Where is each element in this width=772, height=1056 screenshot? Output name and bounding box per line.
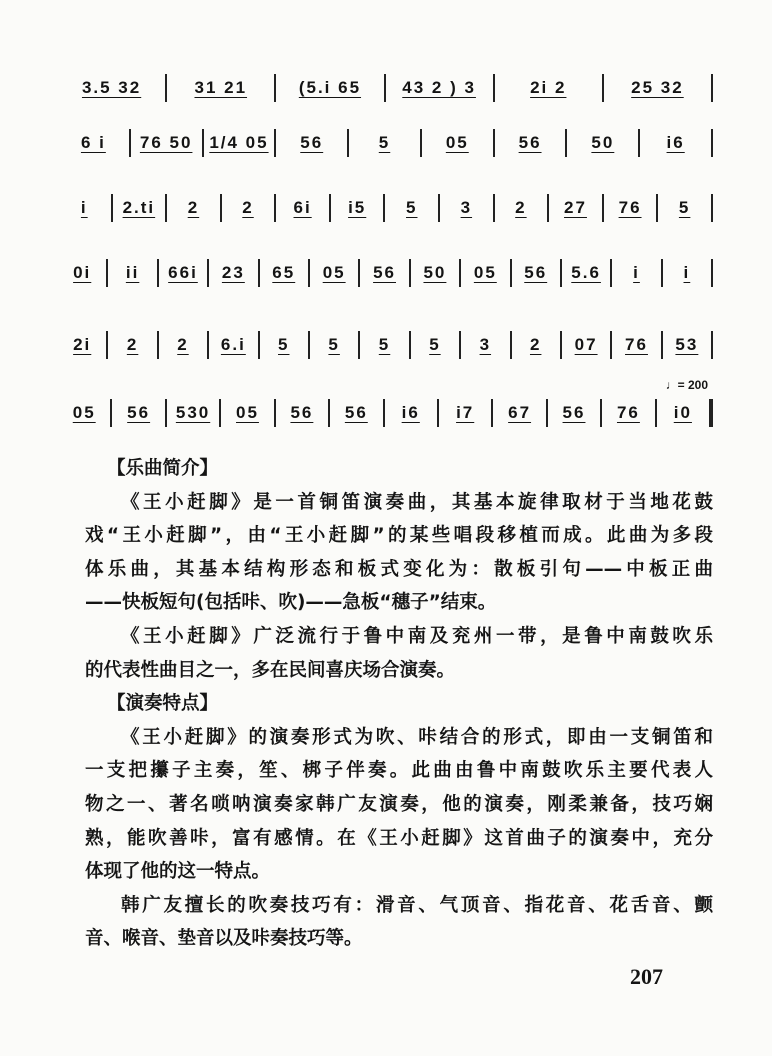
measure-notes: 05 bbox=[72, 403, 96, 422]
measure-notes: 2.ti bbox=[122, 198, 156, 217]
measure bbox=[602, 403, 654, 423]
measure bbox=[411, 335, 459, 355]
measure bbox=[663, 335, 711, 355]
measure bbox=[167, 403, 219, 423]
measure-notes: 07 bbox=[574, 335, 598, 354]
measure-notes: 43 2 ) 3 bbox=[402, 78, 476, 97]
measure bbox=[58, 78, 165, 98]
measure bbox=[159, 335, 207, 355]
measure bbox=[663, 263, 711, 283]
measure-notes: 2 bbox=[515, 198, 527, 217]
measure-notes: 05 bbox=[445, 133, 469, 152]
text-line: ——快板短句(包括咔、吹)——急板“穗子”结束。 bbox=[85, 592, 497, 614]
measure-notes: 31 21 bbox=[194, 78, 248, 97]
measure-notes: 56 bbox=[127, 403, 151, 422]
section-heading-features: 【演奏特点】 bbox=[107, 693, 219, 715]
score-row bbox=[58, 325, 713, 365]
measure bbox=[604, 78, 711, 98]
section-heading-intro: 【乐曲简介】 bbox=[107, 458, 219, 479]
text-line: 体现了他的这一特点。 bbox=[85, 861, 271, 883]
measure bbox=[495, 198, 548, 218]
measure bbox=[512, 335, 560, 355]
measure bbox=[276, 403, 328, 423]
measure bbox=[159, 263, 207, 283]
bar-line bbox=[711, 129, 713, 157]
measure bbox=[209, 263, 257, 283]
measure-notes: 6.i bbox=[220, 335, 246, 354]
page-number: 207 bbox=[630, 964, 663, 989]
text-line: 《王小赶脚》的演奏形式为吹、咔结合的形式，即由一支铜笛和 bbox=[121, 726, 713, 748]
score-row bbox=[58, 253, 713, 293]
text-line: 戏“王小赶脚”，由“王小赶脚”的某些唱段移植而成。此曲为多段 bbox=[85, 525, 713, 547]
measure-notes: 76 50 bbox=[139, 133, 193, 152]
score-row bbox=[58, 68, 713, 108]
measure bbox=[612, 335, 660, 355]
measure bbox=[310, 335, 358, 355]
measure bbox=[276, 198, 329, 218]
measure-notes: 05 bbox=[322, 263, 346, 282]
measure-notes: ii bbox=[125, 263, 140, 282]
measure-notes: 05 bbox=[236, 403, 259, 422]
measure-notes: 2 bbox=[177, 335, 189, 354]
measure bbox=[349, 133, 420, 153]
measure-notes: 2 bbox=[187, 198, 200, 217]
measure-notes: i6 bbox=[401, 403, 420, 422]
measure bbox=[562, 263, 610, 283]
measure bbox=[204, 133, 275, 153]
measure-notes: 2 bbox=[529, 335, 542, 354]
measure-notes: 5 bbox=[406, 198, 418, 217]
measure-notes: 50 bbox=[423, 263, 447, 282]
measure bbox=[562, 335, 610, 355]
measure bbox=[411, 263, 459, 283]
measure-notes: 2i bbox=[73, 335, 92, 354]
measure bbox=[131, 133, 202, 153]
measure-notes: 2i 2 bbox=[530, 78, 567, 97]
measure bbox=[385, 403, 437, 423]
measure bbox=[113, 198, 166, 218]
measure-notes: 27 bbox=[564, 198, 587, 217]
measure-notes: 56 bbox=[300, 133, 324, 152]
measure-notes: 56 bbox=[562, 403, 586, 422]
measure-notes: 3 bbox=[460, 198, 473, 217]
measure-notes: 65 bbox=[272, 263, 296, 282]
bar-line bbox=[711, 74, 713, 102]
measure-notes: i6 bbox=[666, 133, 685, 152]
measure-notes: 23 bbox=[221, 263, 245, 282]
measure bbox=[360, 335, 408, 355]
measure bbox=[548, 403, 600, 423]
measure bbox=[58, 133, 129, 153]
measure-notes: 5 bbox=[678, 198, 691, 217]
measure-notes: 05 bbox=[473, 263, 497, 282]
measure-notes: 3.5 32 bbox=[81, 78, 142, 97]
score-row bbox=[58, 393, 713, 433]
measure bbox=[422, 133, 493, 153]
measure-notes: 2 bbox=[126, 335, 139, 354]
measure-notes: 5 bbox=[378, 133, 391, 152]
measure bbox=[493, 403, 545, 423]
measure-notes: 5 bbox=[378, 335, 391, 354]
text-line: 音、喉音、垫音以及咔奏技巧等。 bbox=[85, 928, 363, 950]
text-line: 《王小赶脚》广泛流行于鲁中南及兖州一带，是鲁中南鼓吹乐 bbox=[121, 625, 713, 647]
measure bbox=[260, 263, 308, 283]
text-line: 《王小赶脚》是一首铜笛演奏曲，其基本旋律取材于当地花鼓 bbox=[121, 491, 713, 513]
measure-notes: 56 bbox=[373, 263, 396, 282]
bar-line bbox=[709, 399, 713, 427]
text-line: 韩广友擅长的吹奏技巧有：滑音、气顶音、指花音、花舌音、颤 bbox=[121, 894, 713, 916]
measure bbox=[439, 403, 491, 423]
measure-notes: 6 i bbox=[80, 133, 106, 152]
measure-notes: 53 bbox=[675, 335, 699, 354]
measure bbox=[658, 198, 711, 218]
measure bbox=[612, 263, 660, 283]
measure-notes: i7 bbox=[456, 403, 475, 422]
measure bbox=[385, 198, 438, 218]
measure bbox=[512, 263, 560, 283]
bar-line bbox=[711, 259, 713, 287]
measure-notes: 0i bbox=[73, 263, 92, 282]
measure-notes: 56 bbox=[524, 263, 548, 282]
measure bbox=[222, 198, 275, 218]
measure-notes: 5.6 bbox=[571, 263, 601, 282]
measure bbox=[331, 198, 384, 218]
measure-notes: i0 bbox=[673, 403, 692, 422]
measure-notes: 50 bbox=[591, 133, 615, 152]
measure bbox=[567, 133, 638, 153]
measure-notes: 76 bbox=[616, 403, 640, 422]
text-line: 体乐曲，其基本结构形态和板式变化为：散板引句——中板正曲 bbox=[85, 558, 713, 580]
measure bbox=[549, 198, 602, 218]
measure-notes: 56 bbox=[518, 133, 542, 152]
score-row bbox=[58, 123, 713, 163]
measure bbox=[58, 335, 106, 355]
measure bbox=[221, 403, 273, 423]
measure-notes: 530 bbox=[175, 403, 211, 422]
measure bbox=[495, 133, 566, 153]
measure-notes: 5 bbox=[429, 335, 441, 354]
bar-line bbox=[711, 194, 713, 222]
text-line: 的代表性曲目之一，多在民间喜庆场合演奏。 bbox=[85, 659, 456, 681]
measure bbox=[276, 133, 347, 153]
measure bbox=[58, 403, 110, 423]
measure bbox=[108, 263, 156, 283]
measure bbox=[108, 335, 156, 355]
measure-notes: 76 bbox=[625, 335, 648, 354]
measure bbox=[330, 403, 382, 423]
measure bbox=[495, 78, 602, 98]
measure bbox=[604, 198, 657, 218]
measure-notes: 56 bbox=[344, 403, 368, 422]
measure bbox=[461, 263, 509, 283]
measure bbox=[167, 198, 220, 218]
measure-notes: 1/4 05 bbox=[209, 133, 269, 152]
measure bbox=[112, 403, 164, 423]
measure bbox=[440, 198, 493, 218]
measure bbox=[461, 335, 509, 355]
measure-notes: i bbox=[683, 263, 691, 282]
measure-notes: 67 bbox=[508, 403, 532, 422]
measure bbox=[209, 335, 257, 355]
measure-notes: 66i bbox=[168, 263, 198, 282]
text-line: 一支把攥子主奏，笙、梆子伴奏。此曲由鲁中南鼓吹乐主要代表人 bbox=[85, 760, 713, 782]
measure-notes: 2 bbox=[242, 198, 254, 217]
measure-notes: 56 bbox=[290, 403, 314, 422]
measure-notes: 5 bbox=[278, 335, 290, 354]
body-text bbox=[85, 452, 713, 956]
measure bbox=[58, 263, 106, 283]
measure-notes: i bbox=[80, 198, 88, 217]
measure bbox=[58, 198, 111, 218]
measure-notes: 76 bbox=[618, 198, 642, 217]
measure-notes: 25 32 bbox=[631, 78, 684, 97]
measure-notes: i5 bbox=[348, 198, 367, 217]
measure bbox=[386, 78, 493, 98]
measure-notes: 5 bbox=[328, 335, 340, 354]
measure bbox=[640, 133, 711, 153]
measure bbox=[310, 263, 358, 283]
measure-notes: 3 bbox=[479, 335, 492, 354]
measure-notes: i bbox=[633, 263, 640, 282]
measure bbox=[167, 78, 274, 98]
measure-notes: 6i bbox=[293, 198, 312, 217]
measure bbox=[276, 78, 383, 98]
text-line: 熟，能吹善咔，富有感情。在《王小赶脚》这首曲子的演奏中，充分 bbox=[85, 827, 713, 849]
score-row bbox=[58, 188, 713, 228]
bar-line bbox=[711, 331, 713, 359]
measure bbox=[360, 263, 408, 283]
tempo-marking: ♩= 200 bbox=[665, 378, 708, 392]
text-line: 物之一、著名唢呐演奏家韩广友演奏，他的演奏，刚柔兼备，技巧娴 bbox=[85, 793, 713, 815]
measure bbox=[657, 403, 709, 423]
measure-notes: (5.i 65 bbox=[298, 78, 362, 97]
measure bbox=[260, 335, 308, 355]
